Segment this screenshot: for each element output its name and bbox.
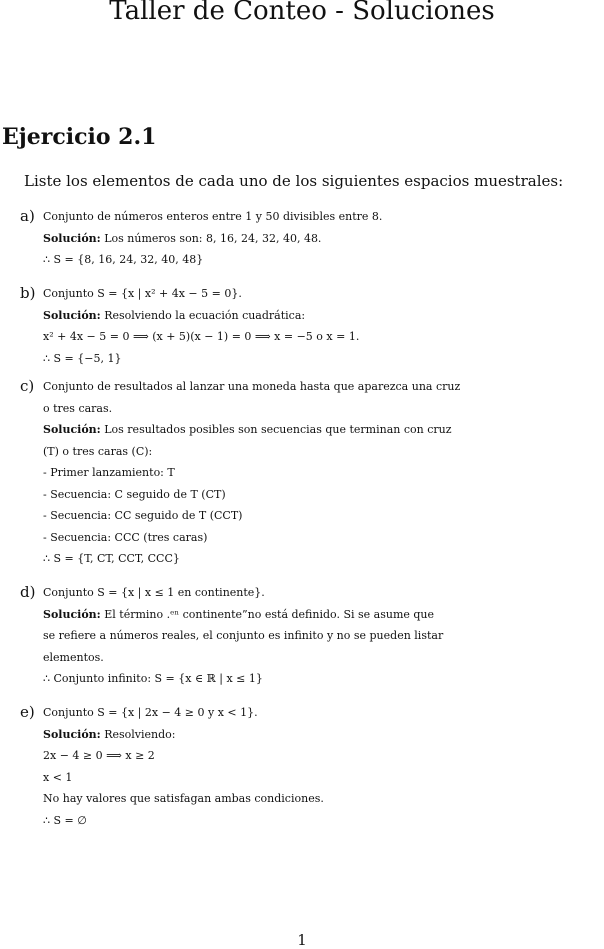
page-number: 1: [297, 931, 307, 949]
item-line: Solución: Los números son: 8, 16, 24, 32, 40, 48.: [43, 231, 322, 245]
item-line: No hay valores que satisfagan ambas condiciones.: [43, 792, 324, 805]
solution-label: Solución:: [43, 727, 101, 741]
item-marker: e): [20, 703, 35, 721]
item-body: [43, 702, 603, 831]
item-line: ∴ S = {T, CT, CCT, CCC}: [43, 552, 180, 565]
item-line: x < 1: [43, 770, 73, 784]
item-body: [43, 376, 603, 570]
item-line: - Secuencia: CCC (tres caras): [43, 530, 208, 544]
item-line: Conjunto S = {x | x² + 4x − 5 = 0}.: [43, 287, 242, 300]
item-line: Solución: Resolviendo la ecuación cuadrática:: [43, 308, 306, 322]
item-line: Conjunto de resultados al lanzar una moneda hasta que aparezca una cruz: [43, 380, 461, 393]
item-line: ∴ Conjunto infinito: S = {x ∈ ℝ | x ≤ 1}: [43, 672, 263, 685]
item-line: Solución: El término .ᵉⁿ continente”no está definido. Si se asume que: [43, 607, 435, 621]
item-line: ∴ S = ∅: [43, 813, 87, 827]
document-title: Taller de Conteo - Soluciones: [109, 0, 495, 26]
item-line: Solución: Resolviendo:: [43, 727, 176, 741]
solution-label: Solución:: [43, 231, 101, 245]
item-line: 2x − 4 ≥ 0 ⟹ x ≥ 2: [43, 749, 155, 762]
item-body: [43, 206, 603, 271]
item-line: Conjunto S = {x | x ≤ 1 en continente}.: [43, 586, 265, 599]
item-line: se refiere a números reales, el conjunto es infinito y no se pueden listar: [43, 629, 444, 642]
item-body: [43, 582, 603, 690]
section-heading: Ejercicio 2.1: [2, 124, 157, 150]
item-line: o tres caras.: [43, 401, 113, 415]
item-line: elementos.: [43, 650, 104, 664]
item-line: - Secuencia: CC seguido de T (CCT): [43, 509, 243, 522]
solution-label: Solución:: [43, 607, 101, 621]
item-line: (T) o tres caras (C):: [43, 444, 153, 458]
item-marker: d): [20, 583, 36, 601]
solution-label: Solución:: [43, 423, 101, 436]
item-line: - Primer lanzamiento: T: [43, 466, 175, 479]
item-line: Conjunto de números enteros entre 1 y 50 divisibles entre 8.: [43, 210, 383, 223]
item-line: ∴ S = {−5, 1}: [43, 351, 122, 365]
item-line: - Secuencia: C seguido de T (CT): [43, 487, 226, 501]
item-line: x² + 4x − 5 = 0 ⟹ (x + 5)(x − 1) = 0 ⟹ x = −5 o x = 1.: [43, 330, 360, 343]
item-line: ∴ S = {8, 16, 24, 32, 40, 48}: [43, 253, 204, 266]
item-marker: c): [20, 377, 35, 395]
item-marker: a): [20, 207, 35, 225]
intro-text: Liste los elementos de cada uno de los siguientes espacios muestrales:: [24, 172, 564, 190]
item-line: Solución: Los resultados posibles son secuencias que terminan con cruz: [43, 423, 452, 436]
item-marker: b): [20, 284, 36, 302]
item-body: [43, 283, 603, 369]
item-line: Conjunto S = {x | 2x − 4 ≥ 0 y x < 1}.: [43, 706, 258, 719]
solution-label: Solución:: [43, 308, 101, 322]
